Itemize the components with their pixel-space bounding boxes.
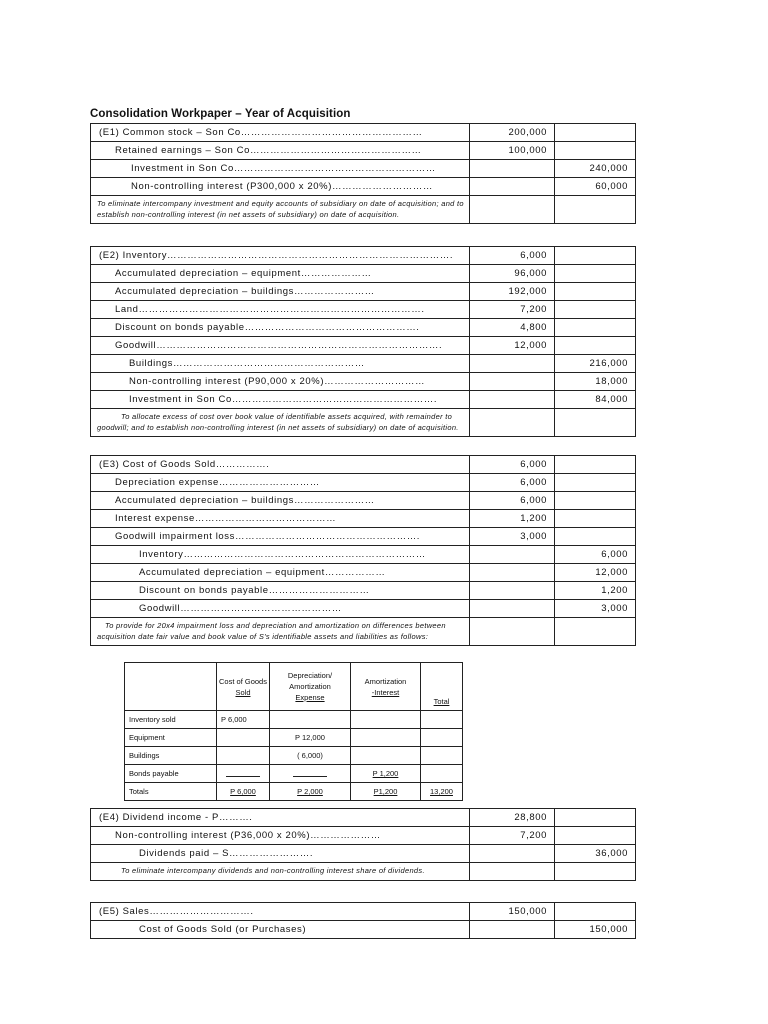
credit-amount	[555, 809, 636, 827]
amortization-schedule	[124, 662, 463, 801]
account-name: Cost of Goods Sold (or Purchases)	[91, 921, 470, 939]
credit-amount: 216,000	[555, 355, 636, 373]
schedule-dep: P 12,000	[270, 729, 351, 747]
account-name: (E5) Sales………………………….	[91, 903, 470, 921]
debit-amount	[470, 355, 555, 373]
header-total: Total	[421, 663, 463, 711]
entry-note-row	[91, 863, 636, 881]
credit-amount	[555, 247, 636, 265]
entry-row	[91, 528, 636, 546]
schedule-total	[421, 711, 463, 729]
entry-row	[91, 582, 636, 600]
credit-amount: 240,000	[555, 160, 636, 178]
credit-amount	[555, 124, 636, 142]
entry-note-row	[91, 618, 636, 646]
account-name: Goodwill impairment loss……………………………………………….	[91, 528, 470, 546]
entry-row	[91, 510, 636, 528]
schedule-label: Bonds payable	[125, 765, 217, 783]
account-name: Investment in Son Co……………………………………………………	[91, 160, 470, 178]
entry-row	[91, 373, 636, 391]
credit-amount	[555, 492, 636, 510]
debit-amount: 3,000	[470, 528, 555, 546]
credit-amount	[555, 510, 636, 528]
account-name: Discount on bonds payable…………………………………………….	[91, 319, 470, 337]
entry-row	[91, 301, 636, 319]
entry-row	[91, 178, 636, 196]
schedule-amort: P1,200	[351, 783, 421, 801]
credit-amount: 150,000	[555, 921, 636, 939]
account-name: Buildings…………………………………………………	[91, 355, 470, 373]
credit-amount: 1,200	[555, 582, 636, 600]
debit-amount	[470, 391, 555, 409]
schedule-row	[125, 711, 463, 729]
entry-row	[91, 845, 636, 863]
header-amortization: Amortization -Interest	[351, 663, 421, 711]
entry-row	[91, 337, 636, 355]
debit-amount: 6,000	[470, 247, 555, 265]
page-title: Consolidation Workpaper – Year of Acquisition	[90, 108, 351, 120]
debit-amount: 96,000	[470, 265, 555, 283]
debit-amount: 6,000	[470, 456, 555, 474]
debit-amount	[470, 600, 555, 618]
credit-amount	[555, 903, 636, 921]
credit-amount	[555, 474, 636, 492]
debit-amount: 100,000	[470, 142, 555, 160]
entry-row	[91, 391, 636, 409]
account-name: Accumulated depreciation – buildings……………………	[91, 283, 470, 301]
credit-amount: 36,000	[555, 845, 636, 863]
schedule-row	[125, 783, 463, 801]
schedule-amort: P 1,200	[351, 765, 421, 783]
account-name: Accumulated depreciation – equipment…………………	[91, 265, 470, 283]
schedule-dep: P 2,000	[270, 783, 351, 801]
debit-amount	[470, 373, 555, 391]
entry-row	[91, 474, 636, 492]
entry-note-row	[91, 409, 636, 437]
schedule-row	[125, 729, 463, 747]
journal-entry-e1	[90, 123, 636, 224]
schedule-row	[125, 747, 463, 765]
schedule-total	[421, 747, 463, 765]
credit-amount	[555, 265, 636, 283]
credit-amount: 60,000	[555, 178, 636, 196]
account-name: (E3) Cost of Goods Sold…………….	[91, 456, 470, 474]
debit-amount	[470, 845, 555, 863]
account-name: Accumulated depreciation – buildings……………………	[91, 492, 470, 510]
credit-amount	[555, 319, 636, 337]
debit-amount: 28,800	[470, 809, 555, 827]
header-depreciation: Depreciation/ Amortization Expense	[270, 663, 351, 711]
entry-explanation: To eliminate intercompany investment and equity accounts of subsidiary on date of acquisition; and to establish non-controlling interest (in net assets of subsidiary) on date of acquisition.	[91, 196, 470, 224]
entry-row	[91, 283, 636, 301]
schedule-amort	[351, 711, 421, 729]
account-name: Non-controlling interest (P300,000 x 20%)…………………………	[91, 178, 470, 196]
entry-row	[91, 809, 636, 827]
account-name: (E4) Dividend income - P……….	[91, 809, 470, 827]
schedule-label: Totals	[125, 783, 217, 801]
credit-amount: 12,000	[555, 564, 636, 582]
debit-amount	[470, 921, 555, 939]
credit-amount	[555, 283, 636, 301]
account-name: Dividends paid – S…………………….	[91, 845, 470, 863]
debit-amount: 150,000	[470, 903, 555, 921]
account-name: Goodwill………………………………………………………………………….	[91, 337, 470, 355]
debit-amount: 200,000	[470, 124, 555, 142]
account-name: Non-controlling interest (P36,000 x 20%)…………………	[91, 827, 470, 845]
debit-amount	[470, 178, 555, 196]
entry-row	[91, 903, 636, 921]
account-name: Goodwill…………………………………………	[91, 600, 470, 618]
debit-amount	[470, 564, 555, 582]
account-name: Depreciation expense…………………………	[91, 474, 470, 492]
account-name: Accumulated depreciation – equipment………………	[91, 564, 470, 582]
entry-row	[91, 265, 636, 283]
entry-explanation: To provide for 20x4 impairment loss and depreciation and amortization on differences between acquisition date fair value and book value of S's identifiable assets and liabilities as follows:	[91, 618, 470, 646]
schedule-label: Buildings	[125, 747, 217, 765]
schedule-dep: ( 6,000)	[270, 747, 351, 765]
journal-entry-e4	[90, 808, 636, 881]
header-cogs: Cost of Goods Sold	[217, 663, 270, 711]
debit-amount: 192,000	[470, 283, 555, 301]
debit-amount	[470, 546, 555, 564]
schedule-cogs	[217, 765, 270, 783]
schedule-amort	[351, 747, 421, 765]
entry-row	[91, 546, 636, 564]
account-name: Investment in Son Co…………………………………………………….	[91, 391, 470, 409]
credit-amount	[555, 528, 636, 546]
journal-entry-e2	[90, 246, 636, 437]
credit-amount	[555, 337, 636, 355]
entry-row	[91, 124, 636, 142]
debit-amount: 6,000	[470, 492, 555, 510]
schedule-total	[421, 729, 463, 747]
schedule-label: Equipment	[125, 729, 217, 747]
schedule-cogs: P 6,000	[217, 711, 270, 729]
account-name: Non-controlling interest (P90,000 x 20%)…………………………	[91, 373, 470, 391]
journal-entry-e3	[90, 455, 636, 646]
schedule-cogs: P 6,000	[217, 783, 270, 801]
credit-amount: 3,000	[555, 600, 636, 618]
underline-rule	[293, 768, 327, 777]
debit-amount: 6,000	[470, 474, 555, 492]
entry-explanation: To allocate excess of cost over book value of identifiable assets acquired, with remainder to goodwill; and to establish non-controlling interest (in net assets of subsidiary) on date of acquisition.	[91, 409, 470, 437]
entry-row	[91, 247, 636, 265]
schedule-cogs	[217, 747, 270, 765]
credit-amount: 18,000	[555, 373, 636, 391]
credit-amount	[555, 456, 636, 474]
schedule-label: Inventory sold	[125, 711, 217, 729]
debit-amount: 7,200	[470, 301, 555, 319]
underline-rule	[226, 768, 260, 777]
entry-row	[91, 564, 636, 582]
entry-explanation: To eliminate intercompany dividends and non-controlling interest share of dividends.	[91, 863, 470, 881]
schedule-header-row	[125, 663, 463, 711]
debit-amount	[470, 582, 555, 600]
entry-note-row	[91, 196, 636, 224]
schedule-total: 13,200	[421, 783, 463, 801]
schedule-dep	[270, 765, 351, 783]
entry-row	[91, 142, 636, 160]
credit-amount	[555, 301, 636, 319]
credit-amount	[555, 142, 636, 160]
entry-row	[91, 319, 636, 337]
entry-row	[91, 160, 636, 178]
journal-entry-e5	[90, 902, 636, 939]
schedule-total	[421, 765, 463, 783]
credit-amount: 6,000	[555, 546, 636, 564]
debit-amount: 7,200	[470, 827, 555, 845]
entry-row	[91, 355, 636, 373]
entry-row	[91, 827, 636, 845]
account-name: Discount on bonds payable…………………………	[91, 582, 470, 600]
account-name: (E1) Common stock – Son Co………………………………………………	[91, 124, 470, 142]
schedule-amort	[351, 729, 421, 747]
entry-row	[91, 600, 636, 618]
schedule-dep	[270, 711, 351, 729]
credit-amount	[555, 827, 636, 845]
account-name: (E2) Inventory………………………………………………………………………….	[91, 247, 470, 265]
credit-amount: 84,000	[555, 391, 636, 409]
schedule-row	[125, 765, 463, 783]
account-name: Interest expense……………………………………	[91, 510, 470, 528]
debit-amount: 12,000	[470, 337, 555, 355]
account-name: Inventory………………………………………………………………	[91, 546, 470, 564]
entry-row	[91, 456, 636, 474]
debit-amount	[470, 160, 555, 178]
entry-row	[91, 492, 636, 510]
account-name: Land………………………………………………………………………….	[91, 301, 470, 319]
schedule-cogs	[217, 729, 270, 747]
debit-amount: 1,200	[470, 510, 555, 528]
account-name: Retained earnings – Son Co……………………………………………	[91, 142, 470, 160]
entry-row	[91, 921, 636, 939]
debit-amount: 4,800	[470, 319, 555, 337]
